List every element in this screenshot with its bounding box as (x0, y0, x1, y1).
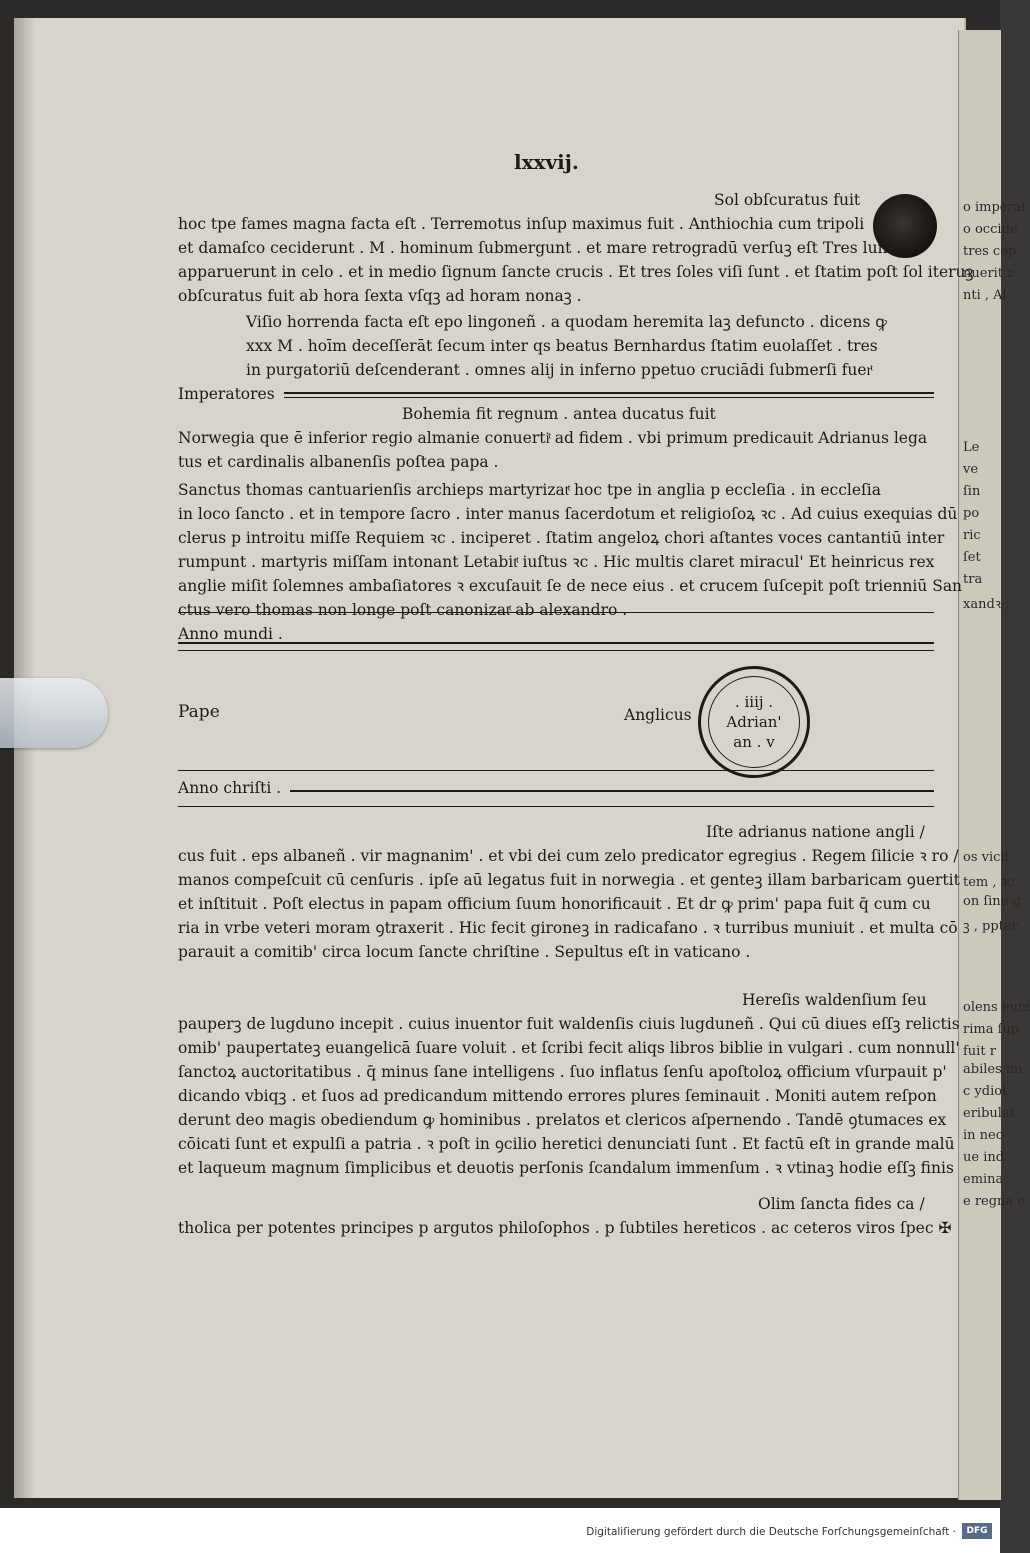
adjacent-page-fragment: fuit r (963, 1044, 996, 1059)
block1-line: Viſio horrenda facta eſt epo lingoneñ . a quodam heremita laꝫ defuncto . dicens ꝙ (246, 313, 887, 331)
block1-line: apparuerunt in celo . et in medio ſignum ſancte crucis . Et tres ſoles viſi ſunt . et ſtatim poſt ſol iteruꝫ (178, 263, 974, 281)
block2-line: clerus p introitu miſſe Requiem ꝛc . inciperet . ſtatim angeloꝝ chori aſtantes voces cantantiū inter (178, 529, 945, 547)
adjacent-page-fragment: c ydiot (963, 1084, 1008, 1099)
adjacent-page-fragment: emina (963, 1172, 1004, 1187)
block1-line: Sol obſcuratus fuit (714, 191, 861, 209)
folio-number: lxxvij. (514, 150, 579, 174)
block3-line: ria in vrbe veteri moram ꝯtraxerit . Hic fecit gironeꝫ in radicafano . ꝛ turribus muniuit . et multa cō (178, 919, 958, 937)
adjacent-page-fragment: abiles im (963, 1062, 1023, 1077)
adjacent-page-fragment: eribulat (963, 1106, 1015, 1121)
adjacent-page-fragment: ve (963, 462, 979, 477)
adjacent-page-fragment: olens eum (963, 1000, 1030, 1015)
block5-line: Olim ſancta fides ca / (758, 1195, 925, 1213)
page-gutter-shadow (14, 18, 36, 1498)
dfg-logo: DFG (962, 1523, 992, 1539)
block2-line: tus et cardinalis albanenſis poſtea papa . (178, 453, 499, 471)
imperatores-label: Imperatores (178, 385, 275, 403)
adjacent-page-fragment: tra (963, 572, 983, 587)
block1-line: obſcuratus fuit ab hora ſexta vſqꝫ ad horam nonaꝫ . (178, 287, 582, 305)
adjacent-page-fragment: o imperat (963, 200, 1027, 215)
adjacent-page-fragment: ſet (963, 550, 981, 565)
anno-mundi-label: Anno mundi . (178, 625, 283, 643)
adjacent-page-edge (958, 30, 1030, 1500)
rule (178, 650, 934, 651)
adjacent-page-fragment: nuerit z (963, 266, 1015, 281)
adjacent-page-fragment: xandꝛ , (963, 597, 1010, 612)
roundel-number: . iiij . (734, 693, 774, 711)
block1-line: xxx M . hoīm deceſſerāt ſecum inter qs beatus Bernhardus ſtatim euolaſſet . tres (246, 337, 878, 355)
funding-credit: Digitaliſierung gefördert durch die Deutsche Forſchungsgemeinſchaft · (586, 1526, 956, 1538)
block2-line: Bohemia fit regnum . antea ducatus fuit (402, 405, 716, 423)
rule (284, 397, 934, 398)
pope-roundel (698, 666, 810, 778)
block2-line: rumpunt . martyris miſſam intonant Letabitͭ iuſtus ꝛc . Hic multis claret miracul' Et heinricus rex (178, 553, 935, 571)
rule (178, 770, 934, 771)
adjacent-page-fragment: ꝫ , ppter (963, 919, 1018, 934)
adjacent-page-fragment: on ſine g (963, 894, 1021, 909)
block1-line: et damaſco ceciderunt . M . hominum ſubmergunt . et mare retrogradū verſuꝫ eſt Tres lune (178, 239, 897, 257)
adjacent-page-fragment: e regna e (963, 1194, 1026, 1209)
adjacent-page-fragment: rima ſup (963, 1022, 1020, 1037)
block3-line: manos compeſcuit cū cenſuris . ipſe aū legatus fuit in norwegia . et genteꝫ illam barbaricam ꝯuertit (178, 871, 960, 889)
rule (178, 642, 934, 644)
rule (290, 790, 934, 792)
block4-line: derunt deo magis obediendum ꝙ hominibus . prelatos et clericos aſpernendo . Tandē ꝯtumaces ex (178, 1111, 947, 1129)
adjacent-page-fragment: ric (963, 528, 981, 543)
adjacent-page-fragment: o occide (963, 222, 1018, 237)
block4-line: dicando vbiqꝫ . et ſuos ad predicandum mittendo errores plures ſeminauit . Moniti autem reſpon (178, 1087, 937, 1105)
block5-line: tholica per potentes principes p argutos philoſophos . p ſubtiles hereticos . ac ceteros viros ſpec ✠ (178, 1219, 952, 1237)
pope-roundel-inner (708, 676, 800, 768)
block4-line: pauperꝫ de lugduno incepit . cuius inuentor fuit waldenſis ciuis lugduneñ . Qui cū diues eſſꝫ relictis (178, 1015, 960, 1033)
block4-line: et laqueum magnum ſimplicibus et deuotis perſonis ſcandalum immenſum . ꝛ vtinaꝫ hodie eſſꝫ finis (178, 1159, 954, 1177)
rule (178, 806, 934, 807)
block3-line: parauit a comitib' circa locum ſancte chriſtine . Sepultus eſt in vaticano . (178, 943, 751, 961)
rule (284, 392, 934, 394)
block1-line: hoc tpe fames magna facta eſt . Terremotus inſup maximus fuit . Anthiochia cum tripoli (178, 215, 865, 233)
anno-christi-label: Anno chriſti . (178, 779, 282, 797)
adjacent-page-fragment: ue ind (963, 1150, 1005, 1165)
adjacent-page-fragment: ſin (963, 484, 981, 499)
block2-line: Norwegia que ē inferior regio almanie conuertiͭ ad fidem . vbi primum predicauit Adrianus lega (178, 429, 928, 447)
block3-line: cus fuit . eps albaneñ . vir magnanim' . et vbi dei cum zelo predicator egregius . Regem ſilicie ꝛ ro / (178, 847, 959, 865)
block4-line: Hereſis waldenſium ſeu (742, 991, 927, 1009)
adjacent-page-fragment: os vicit (963, 850, 1010, 865)
block4-line: omib' paupertateꝫ euangelicā ſuare voluit . et ſcribi fecit aliqs libros biblie in vulgari . cum nonnull' (178, 1039, 960, 1057)
block4-line: cōicati ſunt et expulſi a patria . ꝛ poſt in ꝯcilio heretici denunciati ſunt . Et factū eſt in grande malū (178, 1135, 955, 1153)
adjacent-page-fragment: Le (963, 440, 980, 455)
block2-line: in loco ſancto . et in tempore ſacro . inter manus ſacerdotum et religioſoꝝ ꝛc . Ad cuius exequias dū (178, 505, 958, 523)
pape-label: Pape (178, 702, 220, 722)
block3-line: et inſtituit . Poſt electus in papam officium ſuum honorificauit . Et dr ꝙ prim' papa fuit q̄ cum cu (178, 895, 931, 913)
adjacent-page-fragment: in nec (963, 1128, 1004, 1143)
block2-line: Sanctus thomas cantuarienſis archieps martyrizatͭ hoc tpe in anglia p eccleſia . in eccleſia (178, 481, 881, 499)
roundel-years: an . v (733, 733, 775, 751)
adjacent-page-fragment: nti , Al (963, 288, 1007, 303)
rule (178, 612, 934, 613)
block1-line: in purgatoriū deſcenderant . omnes alij in inferno ppetuo cruciādi ſubmerſi fuerͭ (246, 361, 872, 379)
block2-line: ctus vero thomas non longe poſt canonizatͭ ab alexandro . (178, 601, 628, 619)
anglicus-label: Anglicus (624, 706, 692, 724)
adjacent-page-fragment: tres cop (963, 244, 1017, 259)
block4-line: ſanctoꝝ auctoritatibus . q̄ minus ſane intelligens . ſuo inflatus ſenſu apoſtoloꝝ officium vſurpauit p' (178, 1063, 947, 1081)
adjacent-page-fragment: po (963, 506, 980, 521)
page-clip (0, 678, 108, 748)
block3-line: Iſte adrianus natione angli / (706, 823, 925, 841)
roundel-name: Adrian' (726, 713, 782, 731)
footer-bar (0, 1508, 1000, 1553)
adjacent-page-fragment: tem , ꝛc (963, 875, 1015, 890)
block2-line: anglie miſit ſolemnes ambaſiatores ꝛ excuſauit ſe de nece eius . et crucem ſuſcepit poſt trienniū San (178, 577, 963, 595)
